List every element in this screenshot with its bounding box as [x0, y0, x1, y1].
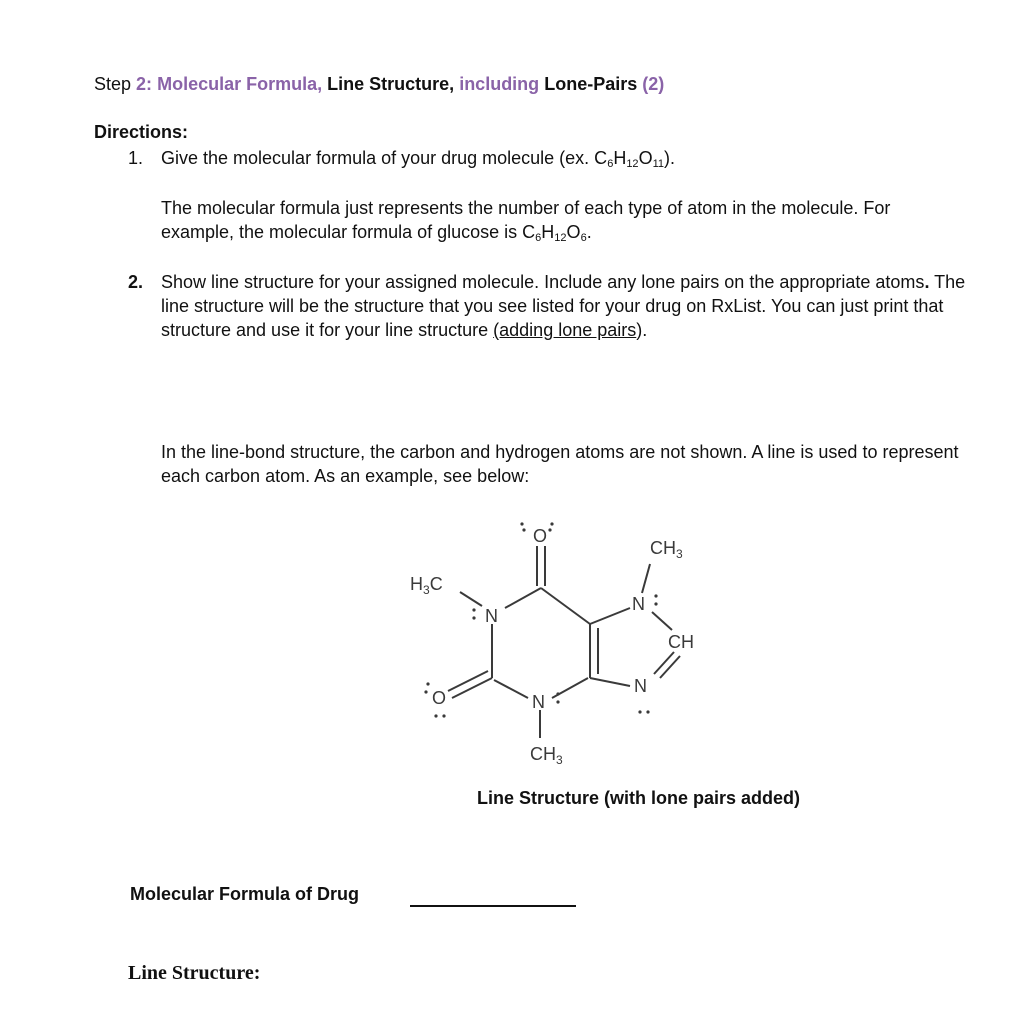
atom-o-left: O: [432, 688, 447, 708]
step-title: [94, 74, 664, 95]
step-number: 2:: [136, 74, 153, 94]
title-including: including: [459, 74, 540, 94]
title-points: (2): [642, 74, 665, 94]
atom-ch3-bottom: $CH_3$: [530, 744, 563, 767]
structure-labels: [410, 526, 694, 767]
item-1-text: Give the molecular formula of your drug molecule (ex. $C_6H_{12}O_{11}$).: [161, 148, 675, 170]
atom-h3c: $H_3C$: [410, 574, 443, 597]
molecular-formula-label: Molecular Formula of Drug: [130, 884, 360, 904]
item-2-text: Show line structure for your assigned molecule. Include any lone pairs on the appropriate atoms. The line structure will be the structure that you see listed for your drug on RxList. You can just print that structure and use it for your line structure (adding lone pairs).: [161, 272, 966, 340]
line-bond-paragraph: In the line-bond structure, the carbon and hydrogen atoms are not shown. A line is used to represent each carbon atom. As an example, see below:: [161, 442, 959, 486]
structure-caption: Line Structure (with lone pairs added): [477, 788, 801, 808]
atom-n3: N: [532, 692, 545, 712]
title-molecular-formula: Molecular Formula,: [157, 74, 323, 94]
molecular-formula-blank[interactable]: [410, 905, 576, 907]
directions-label: Directions:: [94, 122, 189, 142]
atom-o-top: O: [533, 526, 548, 546]
item-1-paragraph: The molecular formula just represents the number of each type of atom in the molecule. For example, the molecular formula of glucose is $C_6H_{12}O_6$.: [161, 198, 891, 244]
structure-bonds: [448, 546, 680, 738]
atom-n1: N: [485, 606, 498, 626]
item-1-number: 1.: [128, 148, 144, 168]
adding-lone-pairs-link[interactable]: (adding lone pairs: [493, 320, 637, 340]
step-word: Step: [94, 74, 132, 94]
caffeine-line-structure: [390, 508, 750, 788]
atom-n9: N: [634, 676, 647, 696]
line-structure-label: Line Structure:: [128, 962, 261, 984]
item-2-number: 2.: [128, 272, 144, 292]
title-lone-pairs: Lone-Pairs: [544, 74, 638, 94]
title-line-structure: Line Structure,: [327, 74, 455, 94]
atom-ch: CH: [668, 632, 694, 652]
lone-pair-dots: [424, 522, 657, 717]
atom-n7: N: [632, 594, 645, 614]
atom-ch3-top: $CH_3$: [650, 538, 683, 561]
